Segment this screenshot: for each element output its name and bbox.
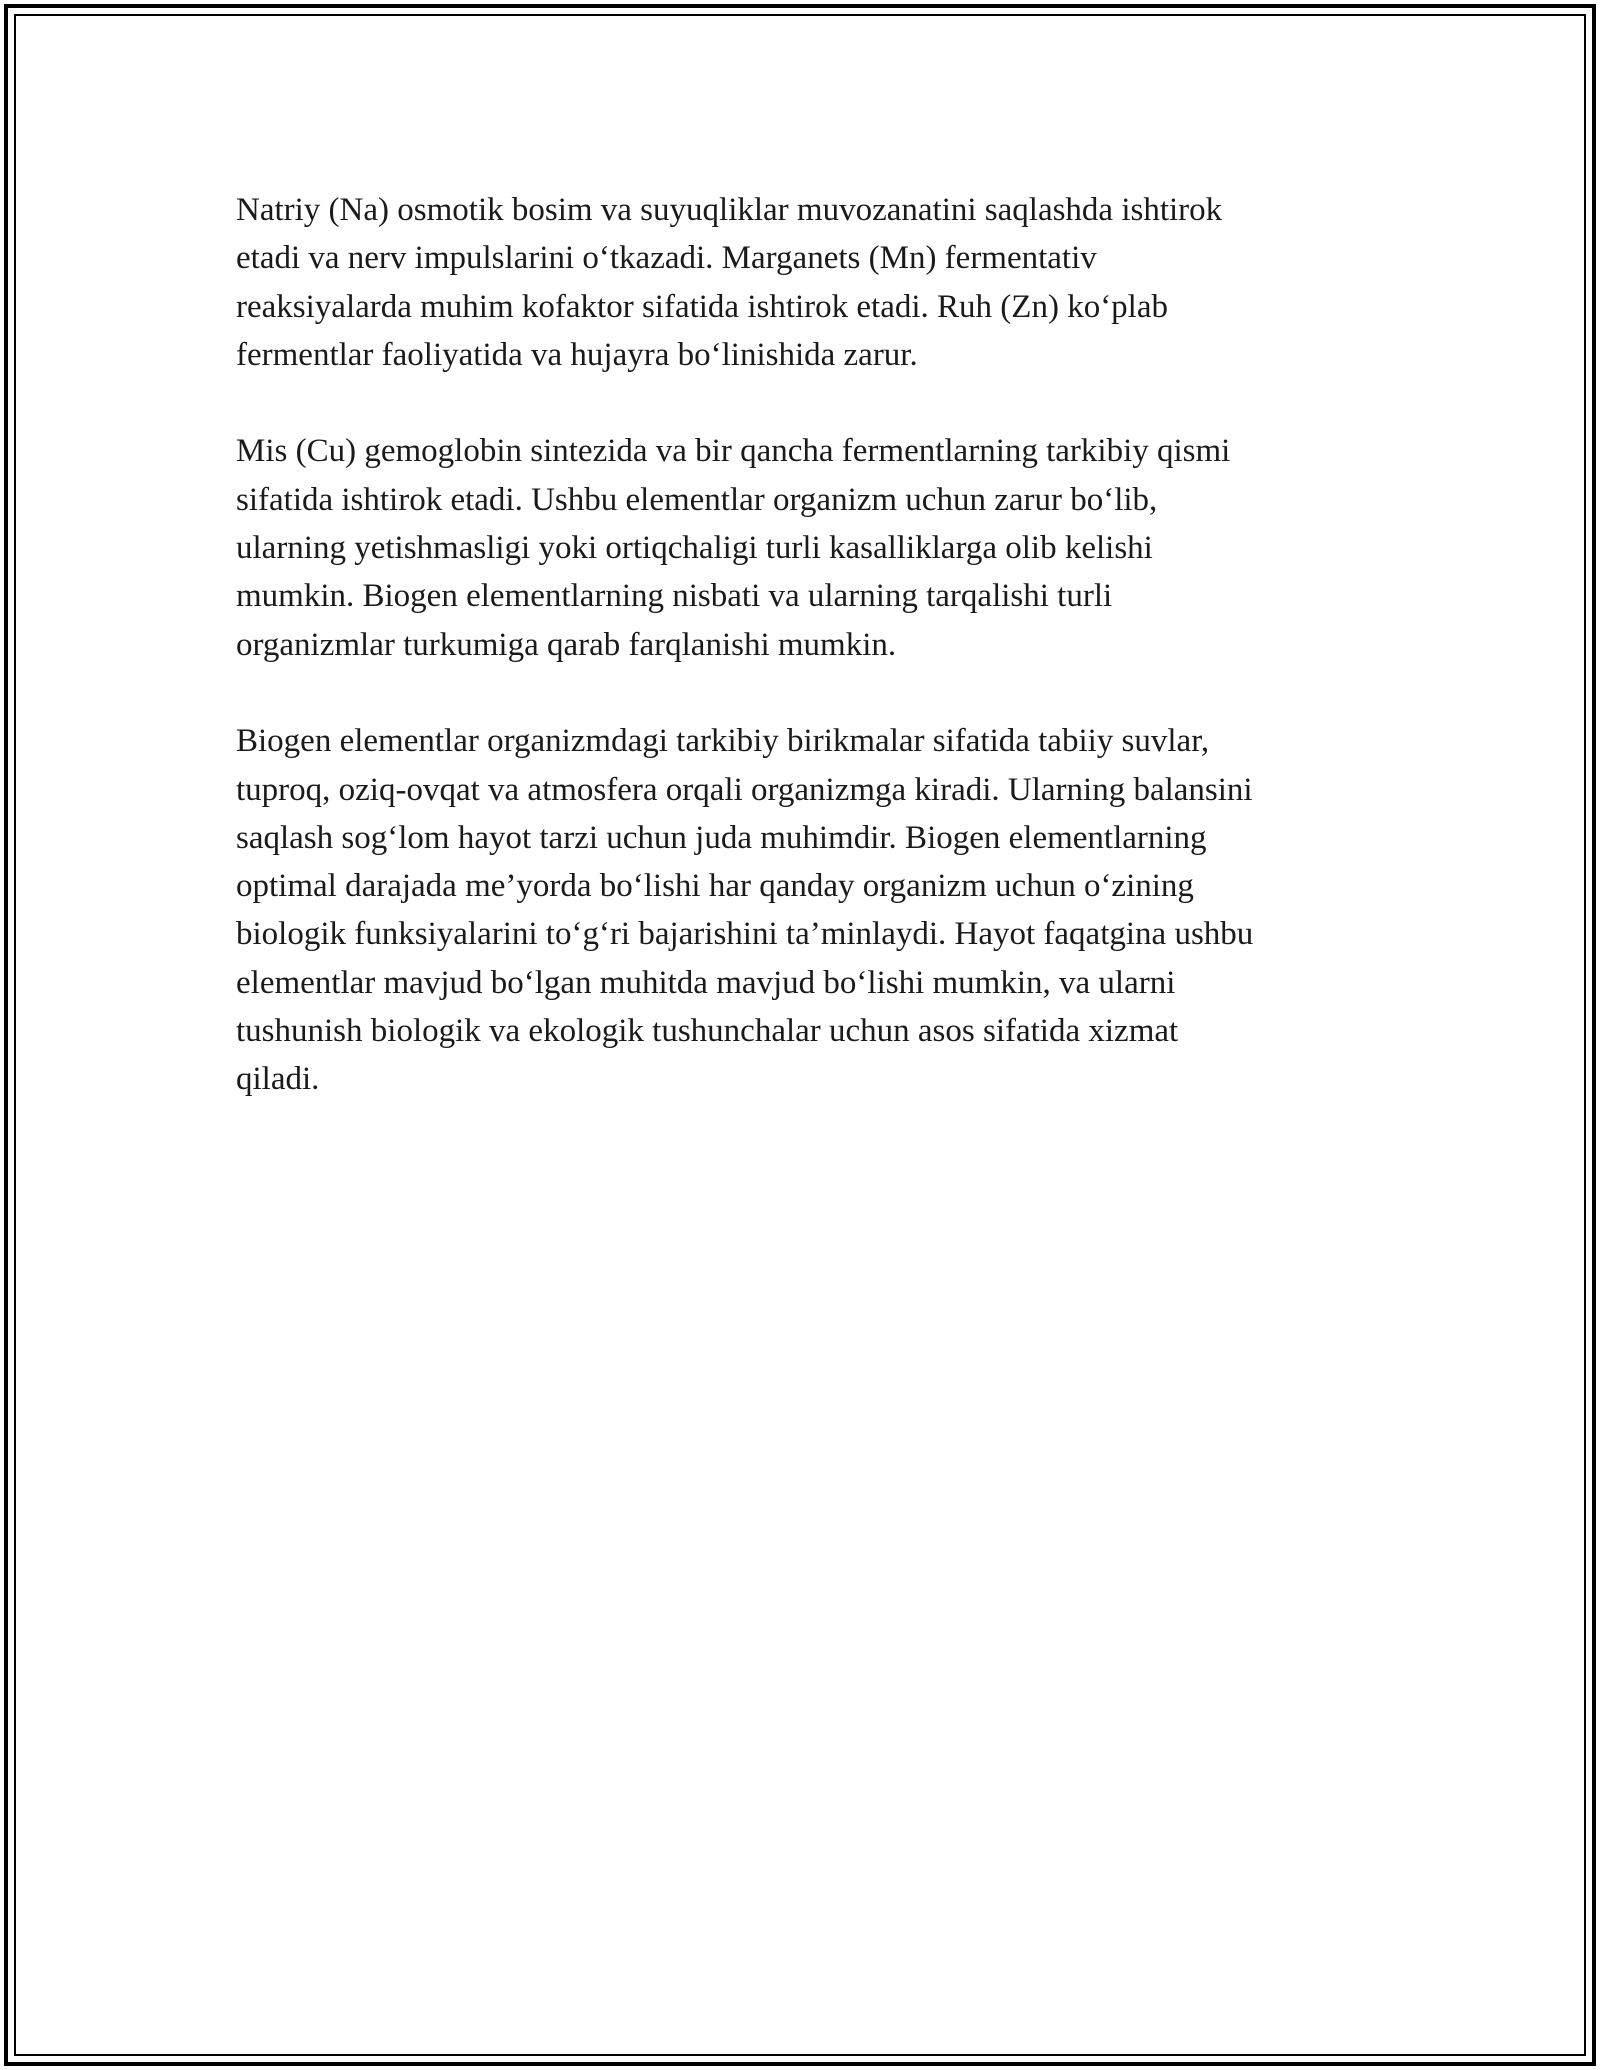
paragraph-2: Mis (Cu) gemoglobin sintezida va bir qancha fermentlarning tarkibiy qismi sifatida ishtirok etadi. Ushbu elementlar organizm uchun zarur bo‘lib, ularning yetishmasligi yoki ortiqchaligi turli kasalliklarga olib kelishi mumkin. Biogen elementlarning nisbati va ularning tarqalishi turli organizmlar turkumiga qarab farqlanishi mumkin. bbox=[236, 433, 1231, 663]
paragraph-1: Natriy (Na) osmotik bosim va suyuqliklar muvozanatini saqlashda ishtirok etadi va nerv impulslarini o‘tkazadi. Marganets (Mn) fermentativ reaksiyalarda muhim kofaktor sifatida ishtirok etadi. Ruh (Zn) ko‘plab fermentlar faoliyatida va hujayra bo‘linishida zarur. bbox=[236, 192, 1223, 373]
paragraph-3: Biogen elementlar organizmdagi tarkibiy birikmalar sifatida tabiiy suvlar, tuproq, oziq-ovqat va atmosfera orqali organizmga kiradi. Ularning balansini saqlash sog‘lom hayot tarzi uchun juda muhimdir. Biogen elementlarning optimal darajada me’yorda bo‘lishi har qanday organizm uchun o‘zining biologik funksiyalarini to‘g‘ri bajarishini ta’minlaydi. Hayot faqatgina ushbu elementlar mavjud bo‘lgan muhitda mavjud bo‘lishi mumkin, va ularni tushunish biologik va ekologik tushunchalar uchun asos sifatida xizmat qiladi. bbox=[236, 723, 1254, 1098]
document-body bbox=[236, 186, 1376, 1152]
